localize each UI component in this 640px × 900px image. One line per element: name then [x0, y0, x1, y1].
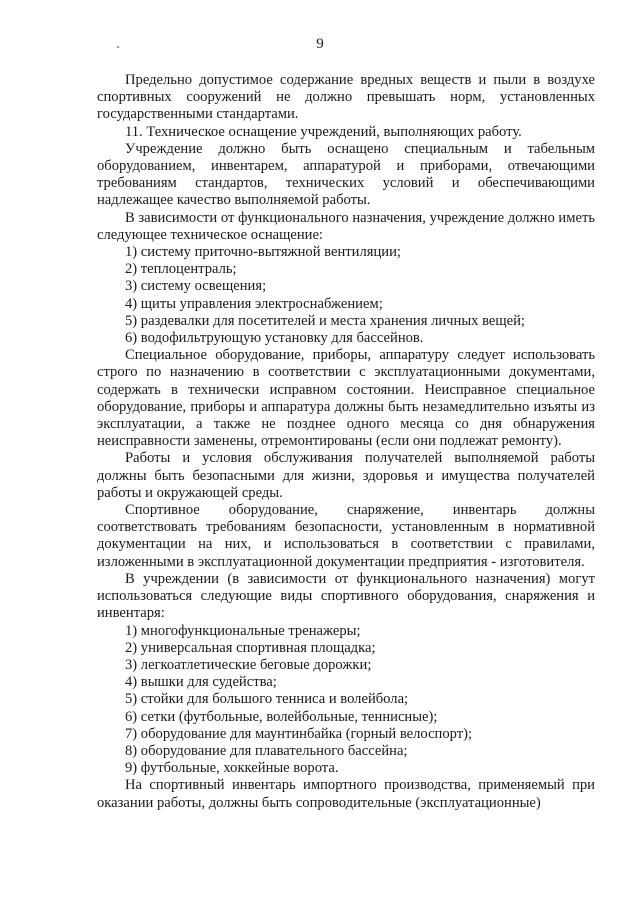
paragraph-special-equipment-use: Специальное оборудование, приборы, аппаратуру следует использовать строго по назначению в соответствии с эксплуатационными документами, содержать в технически исправном состоянии. Неисправное специальное оборудование, приборы и аппаратура должны быть незамедлительно изъяты из эксплуатации, а также не позднее одного месяца со дня обнаружения неисправности заменены, отремонтированы (если они подлежат ремонту).: [97, 347, 595, 450]
scan-speck: [117, 46, 119, 48]
section-heading-technical-equipment: 11. Техническое оснащение учреждений, выполняющих работу.: [125, 123, 522, 140]
list-item: 7) оборудование для маунтинбайка (горный велоспорт);: [125, 725, 473, 742]
paragraph-functional-purpose: В зависимости от функционального назначения, учреждение должно иметь следующее техническое оснащение:: [97, 209, 595, 243]
list-item: 4) вышки для судейства;: [125, 674, 277, 691]
list-item: 9) футбольные, хоккейные ворота.: [125, 760, 339, 777]
list-item: 2) универсальная спортивная площадка;: [125, 639, 376, 656]
list-item: 3) легкоатлетические беговые дорожки;: [125, 656, 372, 673]
document-body: [97, 72, 595, 812]
paragraph-imported-inventory: На спортивный инвентарь импортного производства, применяемый при оказании работы, должны быть сопроводительные (эксплуатационные): [97, 777, 595, 811]
technical-equipment-list: [97, 244, 595, 347]
sports-equipment-list: [97, 623, 595, 778]
list-item: 3) систему освещения;: [125, 278, 267, 295]
list-item: 1) многофункциональные тренажеры;: [125, 622, 361, 639]
list-item: 5) стойки для большого тенниса и волейбола;: [125, 691, 409, 708]
list-item: 6) сетки (футбольные, волейбольные, теннисные);: [125, 708, 438, 725]
paragraph-equipment-requirements: Учреждение должно быть оснащено специальным и табельным оборудованием, инвентарем, аппаратурой и приборами, отвечающими требованиям стандартов, технических условий и обеспечивающими надлежащее качество выполняемой работы.: [97, 140, 595, 209]
paragraph-air-quality: Предельно допустимое содержание вредных веществ и пыли в воздухе спортивных сооружений не должно превышать норм, установленных государственными стандартами.: [97, 72, 595, 123]
paragraph-equipment-types-intro: В учреждении (в зависимости от функционального назначения) могут использоваться следующие виды спортивного оборудования, снаряжения и инвентаря:: [97, 570, 595, 622]
paragraph-safety-conditions: Работы и условия обслуживания получателей выполняемой работы должны быть безопасными для жизни, здоровья и имущества получателей работы и окружающей среды.: [97, 450, 595, 501]
list-item: 1) систему приточно-вытяжной вентиляции;: [125, 244, 401, 261]
list-item: 2) теплоцентраль;: [125, 261, 237, 278]
paragraph-sports-equipment-safety: Спортивное оборудование, снаряжение, инвентарь должны соответствовать требованиям безопасности, установленным в нормативной документации на них, и использоваться в соответствии с правилами, изложенными в эксплуатационной документации предприятия - изготовителя.: [97, 502, 595, 570]
list-item: 6) водофильтрующую установку для бассейнов.: [125, 330, 424, 347]
page-number: 9: [316, 36, 324, 52]
list-item: 5) раздевалки для посетителей и места хранения личных вещей;: [125, 312, 525, 329]
list-item: 4) щиты управления электроснабжением;: [125, 295, 383, 312]
list-item: 8) оборудование для плавательного бассейна;: [125, 742, 408, 759]
